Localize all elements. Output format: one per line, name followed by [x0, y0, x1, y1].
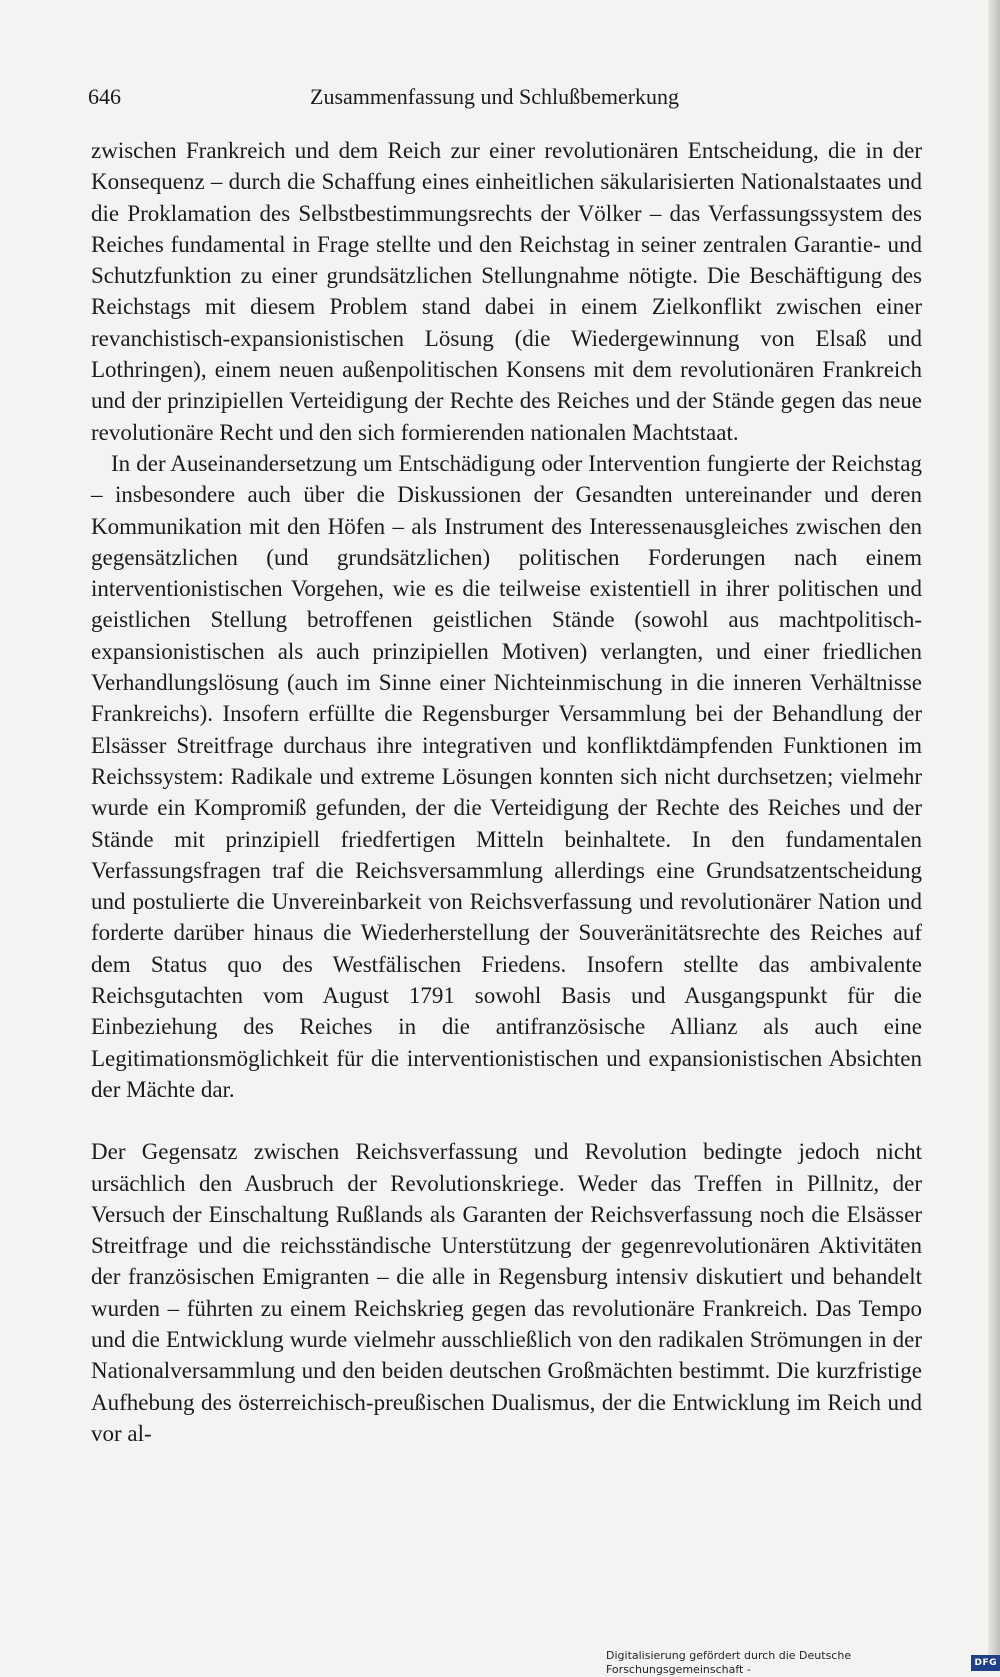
dfg-logo: DFG — [971, 1655, 1000, 1671]
funding-credit: Digitalisierung gefördert durch die Deutsche Forschungsgemeinschaft - — [606, 1649, 852, 1676]
body-text — [91, 135, 922, 1449]
running-title: Zusammenfassung und Schlußbemerkung — [310, 84, 680, 109]
paragraph-3: Der Gegensatz zwischen Reichsverfassung und Revolution bedingte jedoch nicht ursächlich den Ausbruch der Revolutionskriege. Weder das Treffen in Pillnitz, der Versuch der Einschaltung Rußlands als Garanten der Reichsverfassung noch die Elsässer Streitfrage und die reichsständische Unterstützung der gegenrevolutionären Aktivitäten der französischen Emigranten – die alle in Regensburg intensiv diskutiert und behandelt wurden – führten zu einem Reichskrieg gegen das revolutionäre Frankreich. Das Tempo und die Entwicklung wurde vielmehr ausschließlich von den radikalen Strömungen in der Nationalversammlung und den beiden deutschen Großmächten bestimmt. Die kurzfristige Aufhebung des österreichisch-preußischen Dualismus, der die Entwicklung im Reich und vor al- — [91, 1139, 922, 1446]
paragraph-1: zwischen Frankreich und dem Reich zur einer revolutionären Entscheidung, die in der Konsequenz – durch die Schaffung eines einheitlichen säkularisierten Nationalstaates und die Proklamation des Selbstbestimmungsrechts der Völker – das Verfassungssystem des Reiches fundamental in Frage stellte und den Reichstag in seiner zentralen Garantie- und Schutzfunktion zu einer grundsätzlichen Stellungnahme nötigte. Die Beschäftigung des Reichstags mit diesem Problem stand dabei in einem Zielkonflikt zwischen einer revanchistisch-expansionistischen Lösung (die Wiedergewinnung von Elsaß und Lothringen), einem neuen außenpolitischen Konsens mit dem revolutionären Frankreich und der prinzipiellen Verteidigung der Rechte des Reiches und der Stände gegen das neue revolutionäre Recht und den sich formierenden nationalen Machtstaat. — [91, 138, 922, 445]
page-number: 646 — [88, 84, 121, 109]
digitization-footer — [606, 1649, 1000, 1677]
page-edge-shadow — [988, 0, 1000, 1665]
page-header — [88, 82, 922, 112]
paragraph-2: In der Auseinandersetzung um Entschädigung oder Intervention fungierte der Reichstag – insbesondere auch über die Diskussionen der Gesandten untereinander und deren Kommunikation mit den Höfen – als Instrument des Interessenausgleiches zwischen den gegensätzlichen (und grundsätzlichen) politischen Forderungen nach einem interventionistischen Vorgehen, wie es die teilweise existentiell in ihrer politischen und geistlichen Stellung betroffenen geistlichen Stände (sowohl aus machtpolitisch-expansionistischen als auch prinzipiellen Motiven) verlangten, und einer friedlichen Verhandlungslösung (auch im Sinne einer Nichteinmischung in die inneren Verhältnisse Frankreichs). Insofern erfüllte die Regensburger Versammlung bei der Behandlung der Elsässer Streitfrage durchaus ihre integrativen und konfliktdämpfenden Funktionen im Reichssystem: Radikale und extreme Lösungen konnten sich nicht durchsetzen; vielmehr wurde ein Kompromiß gefunden, der die Verteidigung der Rechte des Reiches und der Stände mit prinzipiell friedfertigen Mitteln beinhaltete. In den fundamentalen Verfassungsfragen traf die Reichsversammlung allerdings eine Grundsatzentscheidung und postulierte die Unvereinbarkeit von Reichsverfassung und revolutionärer Nation und forderte darüber hinaus die Wiederherstellung der Souveränitätsrechte des Reiches auf dem Status quo des Westfälischen Friedens. Insofern stellte das ambivalente Reichsgutachten vom August 1791 sowohl Basis und Ausgangspunkt für die Einbeziehung des Reiches in die antifranzösische Allianz als auch eine Legitimationsmöglichkeit für die interventionistischen und expansionistischen Absichten der Mächte dar. — [91, 450, 922, 1102]
